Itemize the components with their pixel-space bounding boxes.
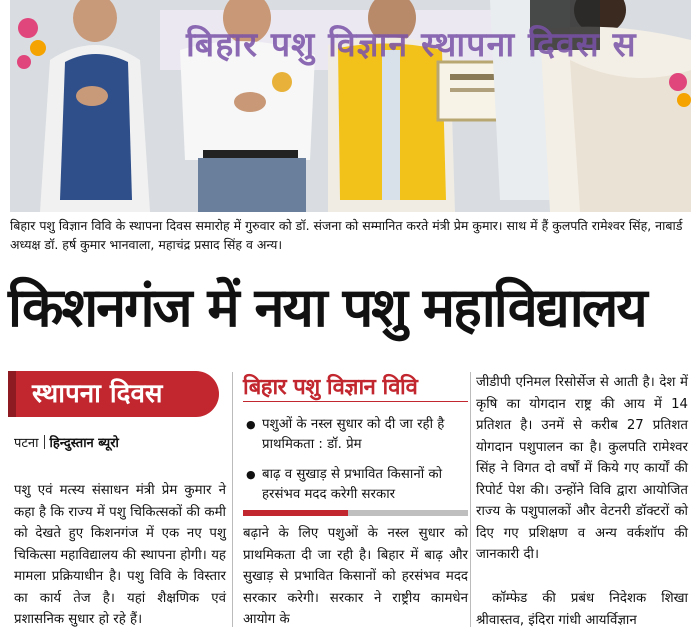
dateline-city: पटना bbox=[14, 436, 39, 451]
article-column-1: पशु एवं मत्स्य संसाधन मंत्री प्रेम कुमार ने कहा है कि राज्य में पशु चिकित्सकों की कमी को देखते हुए किशनगंज में एक नए पशु चिकित्सा महाविद्यालय की स्थापना होगी। यह मामला प्रक्रियाधीन है। पशु विवि के विस्तार का कार्य तेज है। यहां शैक्षणिक एवं प्रशासनिक सुधार हो रहे हैं। bbox=[14, 483, 226, 627]
sub-headline: बिहार पशु विज्ञान विवि bbox=[243, 375, 418, 400]
dateline-separator bbox=[44, 435, 45, 449]
article-column-3-paragraph-2: कॉम्फेड की प्रबंध निदेशक शिखा श्रीवास्तव, इंदिरा गांधी आयर्विज्ञान bbox=[476, 591, 688, 627]
highlight-bar-grey bbox=[348, 510, 468, 516]
article-column-3: जीडीपी एनिमल रिसोर्सेज से आती है। देश में कृषि का योगदान राष्ट्र की आय में 14 प्रतिशत है। उनमें से करीब 27 प्रतिशत योगदान पशुपालन का है। कुलपति रामेश्वर सिंह ने विगत दो वर्षों में किये गए कार्यों की रिपोर्ट पेश की। उन्होंने विवि द्वारा आयोजित राज्य के पशुपालकों और वेटनरी डॉक्टरों को दिए गए प्रशिक्षण व अन्य वर्कशॉप की जानकारी दी। bbox=[476, 375, 688, 562]
article-column-2: बढ़ाने के लिए पशुओं के नस्ल सुधार को प्राथमिकता दी जा रही है। बिहार में बाढ़ और सुखाड़ से प्रभावित किसानों को हरसंभव मदद सरकार करेगी। सरकार ने राष्ट्रीय कामधेन आयोग के bbox=[243, 526, 468, 627]
highlight-bullet: ● बाढ़ व सुखाड़ से प्रभावित किसानों को हरसंभव मदद करेगी सरकार bbox=[246, 465, 468, 505]
highlight-bar-red bbox=[243, 510, 348, 516]
headline: किशनगंज में नया पशु महाविद्यालय bbox=[8, 276, 646, 339]
highlight-bullet: ● पशुओं के नस्ल सुधार को दी जा रही है प्राथमिकता : डॉ. प्रेम bbox=[246, 415, 468, 455]
photo-banner-text: बिहार पशु विज्ञान स्थापना दिवस स bbox=[186, 25, 637, 65]
news-photo bbox=[10, 0, 691, 212]
photo-caption: बिहार पशु विज्ञान विवि के स्थापना दिवस समारोह में गुरुवार को डॉ. संजना को सम्मानित करते मंत्री प्रेम कुमार। साथ में हैं कुलपति रामेश्वर सिंह, नाबार्ड अध्यक्ष डॉ. हर्ष कुमार भानवाला, महाचंद्र प्रसाद सिंह व अन्य। bbox=[10, 218, 683, 252]
column-divider bbox=[232, 372, 233, 627]
dateline-bureau: हिन्दुस्तान ब्यूरो bbox=[49, 436, 119, 451]
sub-headline-rule bbox=[243, 401, 468, 402]
column-divider bbox=[470, 372, 471, 627]
dateline bbox=[14, 433, 119, 451]
section-tag: स्थापना दिवस bbox=[14, 371, 219, 417]
